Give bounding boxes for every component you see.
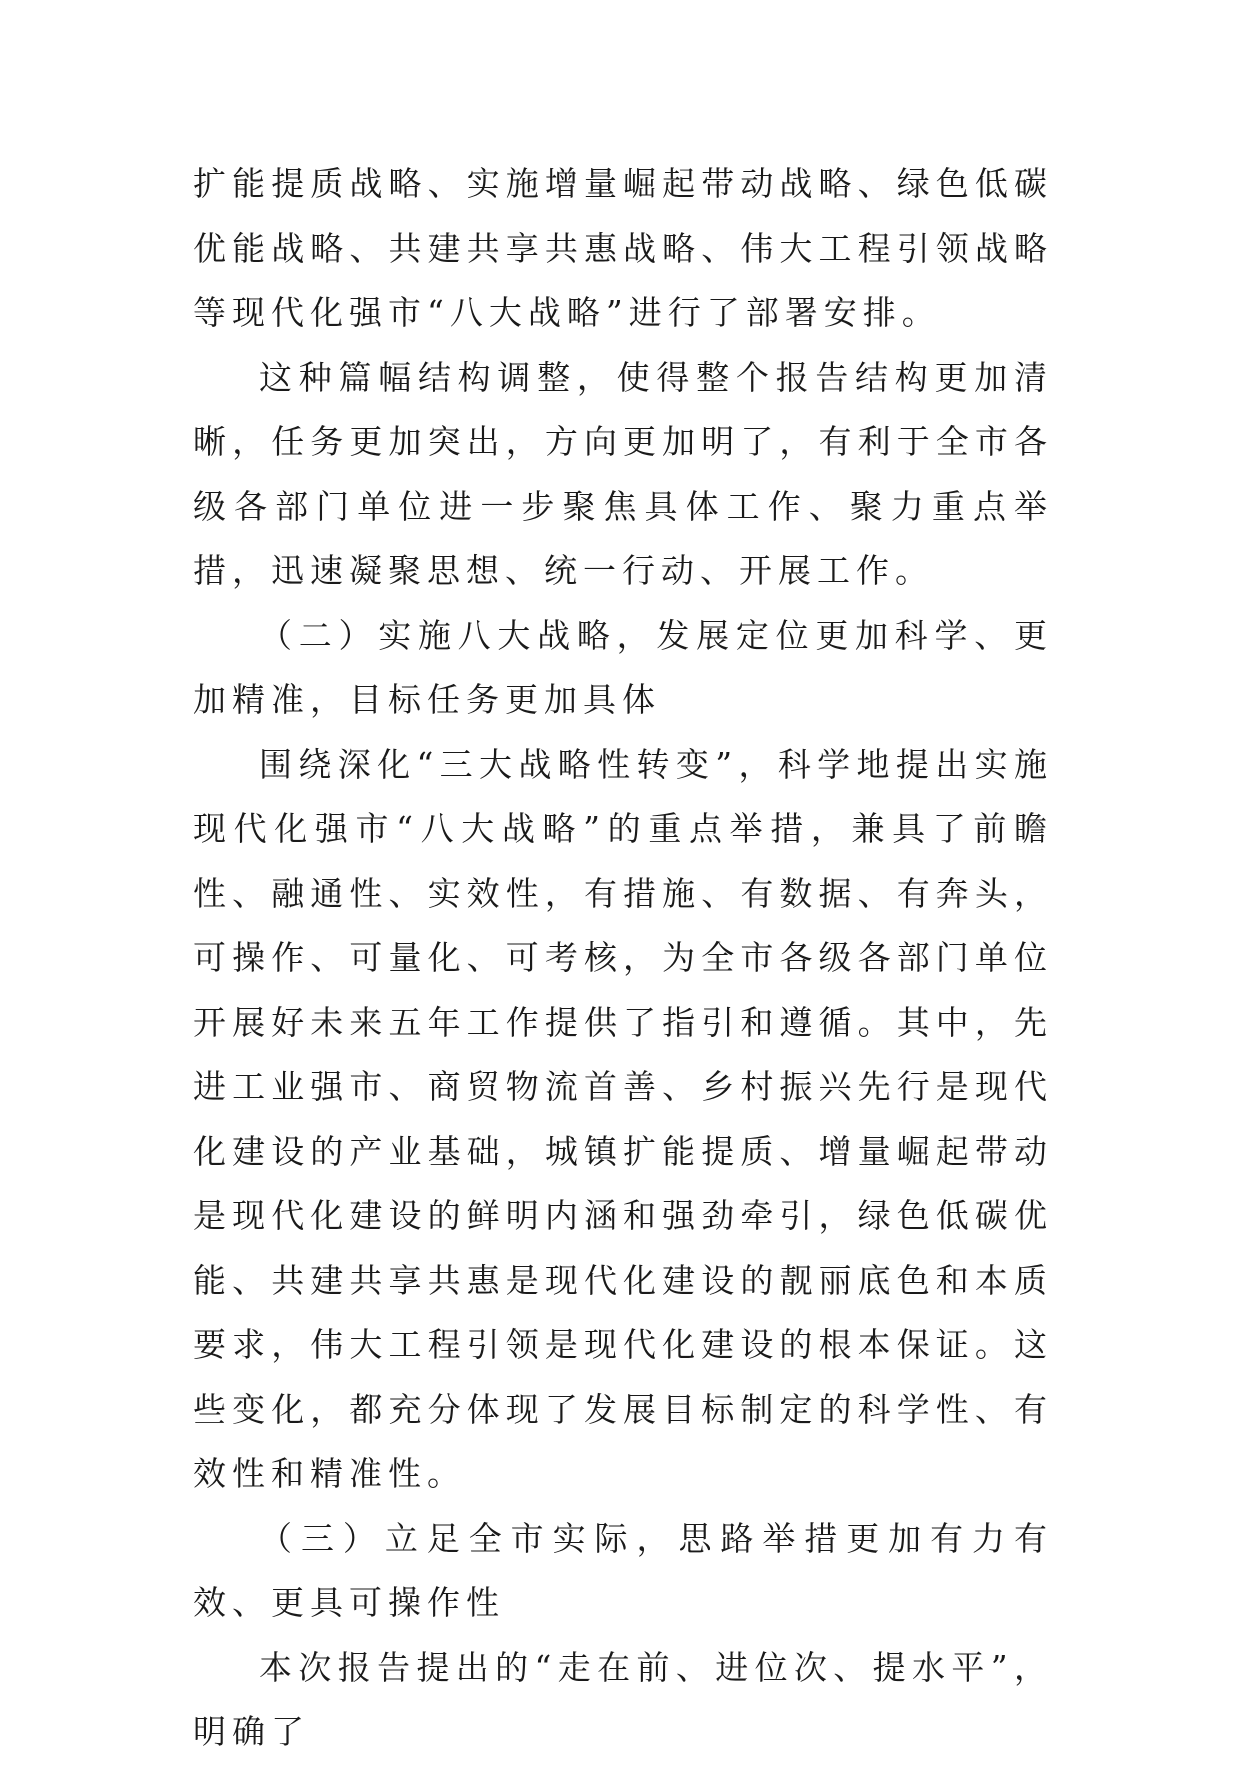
section-heading-two: （二）实施八大战略，发展定位更加科学、更加精准，目标任务更加具体: [193, 615, 1053, 719]
paragraph-eight-strategies: 围绕深化“三大战略性转变”，科学地提出实施现代化强市“八大战略”的重点举措，兼具了前瞻性、融通性、实效性，有措施、有数据、有奔头，可操作、可量化、可考核，为全市各级各部门单位开展好未来五年工作提供了指引和遵循。其中，先进工业强市、商贸物流首善、乡村振兴先行是现代化建设的产业基础，城镇扩能提质、增量崛起带动是现代化建设的鲜明内涵和强劲牵引，绿色低碳优能、共建共享共惠是现代化建设的靓丽底色和本质要求，伟大工程引领是现代化建设的根本保证。这些变化，都充分体现了发展目标制定的科学性、有效性和精准性。: [193, 744, 1053, 1493]
paragraph-report-goals: 本次报告提出的“走在前、进位次、提水平”，明确了: [193, 1647, 1053, 1751]
paragraph-continuation: 扩能提质战略、实施增量崛起带动战略、绿色低碳优能战略、共建共享共惠战略、伟大工程引领战略等现代化强市“八大战略”进行了部署安排。: [193, 164, 1053, 332]
paragraph-structure-adjustment: 这种篇幅结构调整，使得整个报告结构更加清晰，任务更加突出，方向更加明了，有利于全市各级各部门单位进一步聚焦具体工作、聚力重点举措，迅速凝聚思想、统一行动、开展工作。: [193, 357, 1053, 590]
section-heading-three: （三）立足全市实际，思路举措更加有力有效、更具可操作性: [193, 1518, 1053, 1622]
document-body: [193, 152, 1053, 1765]
